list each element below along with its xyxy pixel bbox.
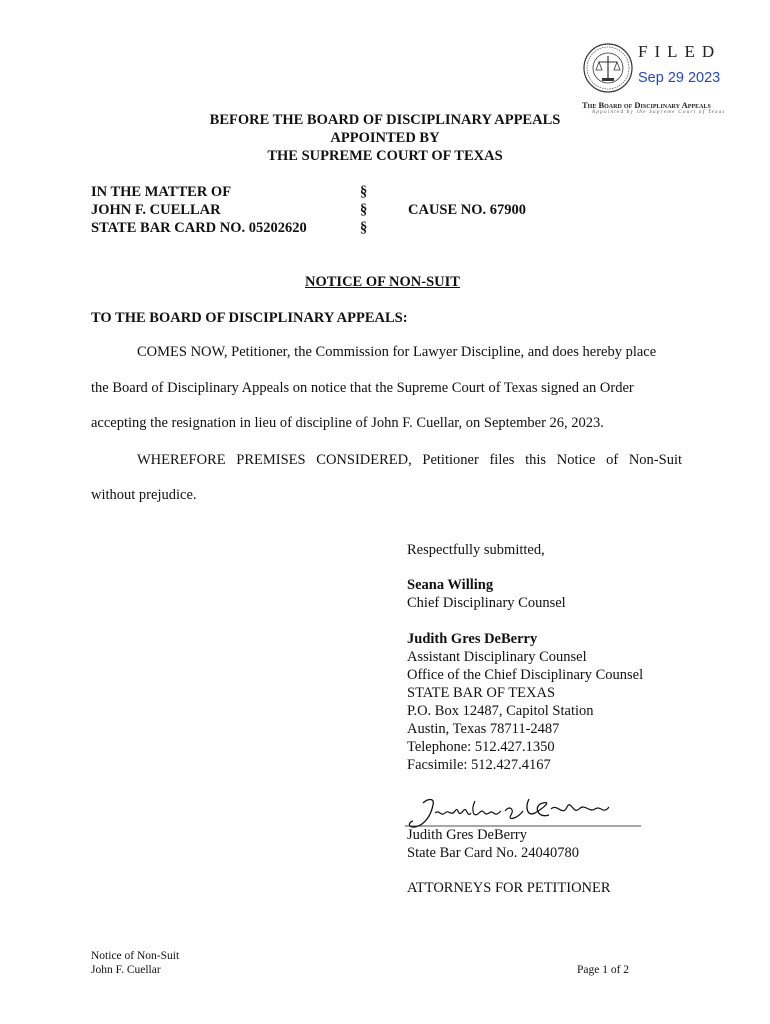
stamp-subtitle: Appointed by the Supreme Court of Texas — [592, 110, 726, 115]
address-line: STATE BAR OF TEXAS — [407, 685, 556, 701]
address-line: Assistant Disciplinary Counsel — [407, 649, 587, 665]
header-line-1: BEFORE THE BOARD OF DISCIPLINARY APPEALS — [209, 112, 561, 128]
closing: Respectfully submitted, — [407, 542, 545, 558]
body-p1-line3: accepting the resignation in lieu of discipline of John F. Cuellar, on September 26, 2023. — [91, 415, 604, 431]
section-mark: § — [360, 220, 368, 236]
court-header — [195, 111, 575, 165]
section-marks — [360, 183, 367, 237]
document-title: NOTICE OF NON-SUIT — [305, 274, 460, 290]
cause-number: CAUSE NO. 67900 — [408, 202, 527, 218]
signer-title-1: Chief Disciplinary Counsel — [407, 595, 566, 611]
header-line-2: APPOINTED BY — [330, 130, 440, 146]
salutation: TO THE BOARD OF DISCIPLINARY APPEALS: — [91, 310, 408, 326]
caption-matter: IN THE MATTER OF — [91, 184, 232, 200]
attorneys-for-petitioner: ATTORNEYS FOR PETITIONER — [407, 880, 611, 896]
signer-name-2: Judith Gres DeBerry — [407, 631, 538, 647]
stamp-board-name: The Board of Disciplinary Appeals — [582, 100, 711, 110]
signed-attorney-block — [407, 826, 579, 862]
body-p2-line2: without prejudice. — [91, 487, 197, 503]
footer-respondent: John F. Cuellar — [91, 964, 161, 976]
filed-label: FILED — [638, 42, 722, 61]
facsimile: Facsimile: 512.427.4167 — [407, 757, 551, 773]
bar-card-number: State Bar Card No. 24040780 — [407, 845, 579, 861]
section-mark: § — [360, 184, 368, 200]
signer-block-1 — [407, 576, 566, 612]
address-line: Office of the Chief Disciplinary Counsel — [407, 667, 644, 683]
section-mark: § — [360, 202, 368, 218]
filed-stamp — [582, 42, 732, 120]
filed-date: Sep 29 2023 — [638, 70, 721, 86]
case-caption-left — [91, 183, 307, 237]
signer-block-2 — [407, 630, 643, 774]
caption-bar-card: STATE BAR CARD NO. 05202620 — [91, 220, 307, 236]
signed-name: Judith Gres DeBerry — [407, 827, 528, 843]
body-p2-line1: WHEREFORE PREMISES CONSIDERED, Petitioner files this Notice of Non-Suit — [137, 452, 682, 468]
page-number: Page 1 of 2 — [577, 964, 630, 976]
body-p1-line1: COMES NOW, Petitioner, the Commission for Lawyer Discipline, and does hereby place — [137, 344, 657, 360]
body-p1-line2: the Board of Disciplinary Appeals on notice that the Supreme Court of Texas signed an Order — [91, 380, 634, 396]
address-line: Austin, Texas 78711-2487 — [407, 721, 560, 737]
signer-name-1: Seana Willing — [407, 577, 494, 593]
caption-respondent: JOHN F. CUELLAR — [91, 202, 221, 218]
footer-doc-title: Notice of Non-Suit — [91, 950, 180, 962]
address-line: P.O. Box 12487, Capitol Station — [407, 703, 594, 719]
court-seal-icon — [582, 42, 634, 94]
header-line-3: THE SUPREME COURT OF TEXAS — [267, 148, 503, 164]
telephone: Telephone: 512.427.1350 — [407, 739, 555, 755]
footer-left — [91, 949, 179, 977]
